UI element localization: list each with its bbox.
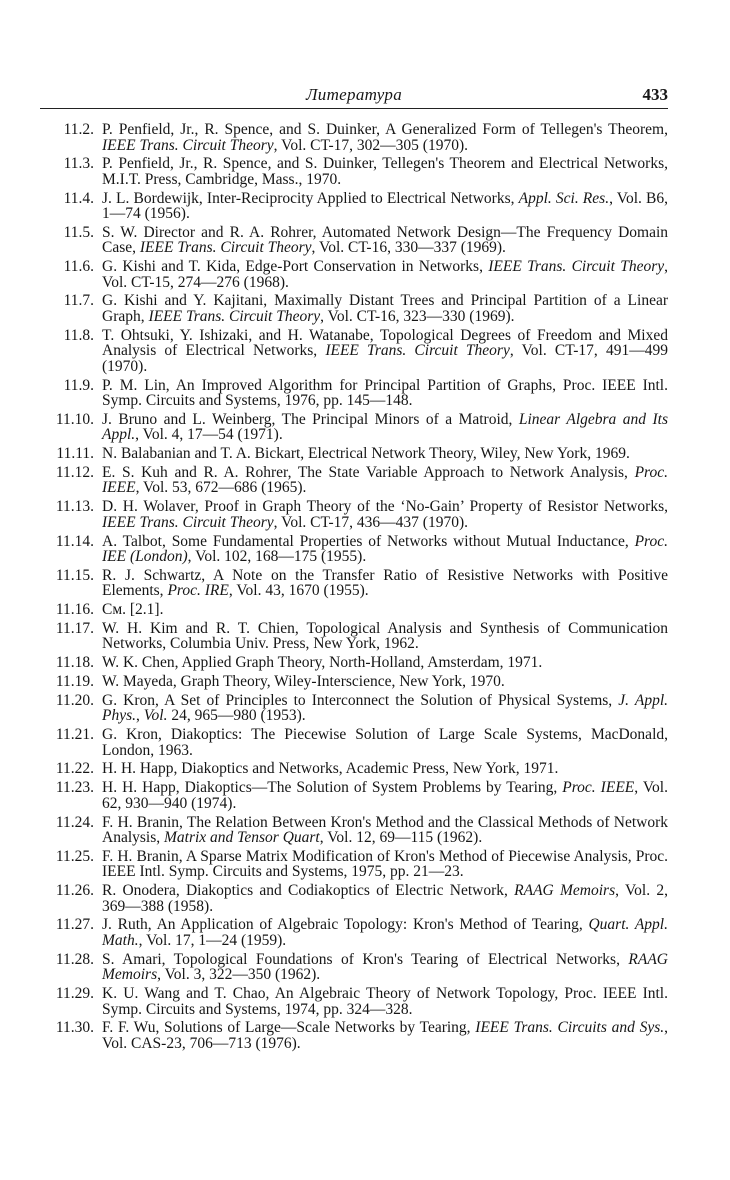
reference-entry [40,655,668,671]
reference-segment: A. Talbot, Some Fundamental Properties of Networks without Mutual Inductance, [102,532,635,550]
reference-journal: Matrix and Tensor Quart [164,829,320,847]
reference-number: 11.22. [55,760,94,778]
reference-number: 11.5. [63,223,94,241]
reference-text [102,498,668,531]
reference-segment: , Vol. CT-16, 330—337 (1969). [311,239,506,257]
reference-text [102,224,668,257]
reference-number: 11.4. [63,189,94,207]
reference-entry [40,293,668,324]
reference-entry [40,156,668,187]
reference-number: 11.24. [55,813,94,831]
reference-entry [40,534,668,565]
reference-number: 11.28. [55,950,94,968]
reference-journal: Vol. [143,707,168,725]
running-head [40,84,668,109]
reference-segment: , Vol. 43, 1670 (1955). [228,582,369,600]
reference-segment: , Vol. CT-17, 302—305 (1970). [273,136,468,154]
reference-segment: H. H. Happ, Diakoptics—The Solution of System Problems by Tearing, [102,779,563,797]
reference-entry [40,621,668,652]
reference-segment: W. K. Chen, Applied Graph Theory, North-Holland, Amsterdam, 1971. [102,654,543,672]
reference-text [102,155,668,188]
reference-number: 11.12. [55,463,94,481]
reference-segment: , Vol. CT-17, 491—499 (1970). [102,342,668,375]
reference-entry [40,446,668,462]
reference-number: 11.19. [55,673,94,691]
reference-segment: F. H. Branin, A Sparse Matrix Modification of Kron's Method of Piecewise Analysis, Proc. IEEE Intl. Symp. Circuits and Systems, 1975, pp. 21—23. [102,847,668,881]
reference-entry [40,191,668,222]
reference-journal: RAAG Memoirs [102,950,668,984]
reference-journal: Proc. IRE [167,582,229,600]
reference-journal: Linear Algebra and Its Appl. [102,410,668,444]
reference-entry [40,568,668,599]
reference-text [102,464,668,497]
reference-text [102,445,630,462]
reference-segment: F. H. Branin, The Relation Between Kron's Method and the Classical Methods of Network Analysis, [102,813,668,847]
reference-number: 11.16. [55,601,94,619]
reference-segment: , Vol. 2, 369—388 (1958). [102,882,669,915]
reference-journal: Appl. Sci. Res. [518,189,610,207]
reference-entry [40,952,668,983]
reference-entry [40,412,668,443]
reference-text [102,327,668,375]
reference-text [102,848,668,881]
reference-segment: J. L. Bordewijk, Inter-Reciprocity Applied to Electrical Networks, [102,189,519,207]
reference-number: 11.27. [55,916,94,934]
reference-entry [40,986,668,1017]
reference-segment: , Vol. 12, 69—115 (1962). [319,829,483,847]
reference-entry [40,674,668,690]
reference-list [40,122,668,1055]
reference-segment: , Vol. 62, 930—940 (1974). [102,779,668,812]
reference-text [102,760,558,777]
reference-number: 11.15. [55,566,94,584]
reference-segment: G. Kishi and Y. Kajitani, Maximally Distant Trees and Principal Partition of a Linear Graph, [102,292,668,325]
reference-number: 11.30. [55,1019,94,1037]
reference-segment: См. [2.1]. [102,601,164,619]
reference-segment: , Vol. CT-16, 323—330 (1969). [320,307,515,325]
reference-text [102,1019,668,1052]
reference-segment: , Vol. CT-15, 274—276 (1968). [102,258,668,291]
reference-entry [40,225,668,256]
reference-number: 11.3. [63,155,94,173]
reference-segment: R. Onodera, Diakoptics and Codiakoptics of Electric Network, [102,882,515,900]
reference-segment: S. W. Director and R. A. Rohrer, Automated Network Design—The Frequency Domain Case, [102,223,668,257]
reference-entry [40,883,668,914]
reference-number: 11.7. [63,292,94,310]
reference-text [102,654,542,671]
reference-journal: IEEE Trans. Circuit Theory [139,239,312,257]
reference-entry [40,761,668,777]
reference-entry [40,1020,668,1051]
reference-entry [40,917,668,948]
reference-entry [40,465,668,496]
reference-segment: D. H. Wolaver, Proof in Graph Theory of the ‘No-Gain’ Property of Resistor Networks, [102,498,668,516]
reference-entry [40,328,668,375]
reference-number: 11.29. [55,985,94,1003]
reference-segment: J. Ruth, An Application of Algebraic Topology: Kron's Method of Tearing, [102,916,589,934]
reference-segment: P. Penfield, Jr., R. Spence, and S. Duinker, A Generalized Form of Tellegen's Theorem, [102,121,668,138]
reference-number: 11.21. [55,726,94,744]
reference-segment: , Vol. 4, 17—54 (1971). [135,426,283,444]
reference-entry [40,122,668,153]
reference-number: 11.18. [55,654,94,672]
reference-journal: IEEE Trans. Circuit Theory [148,307,321,325]
reference-number: 11.25. [55,847,94,865]
reference-text [102,533,668,566]
reference-segment: , Vol. 102, 168—175 (1955). [187,548,367,566]
reference-segment: W. H. Kim and R. T. Chien, Topological Analysis and Synthesis of Communication Networks, Columbia Univ. Press, New York, 1962. [102,619,668,653]
reference-segment: W. Mayeda, Graph Theory, Wiley-Interscience, New York, 1970. [102,673,505,691]
reference-number: 11.6. [63,258,94,276]
reference-number: 11.17. [55,619,94,637]
reference-text [102,779,668,812]
reference-segment: E. S. Kuh and R. A. Rohrer, The State Variable Approach to Network Analysis, [102,463,635,481]
reference-text [102,292,668,325]
reference-segment: J. Bruno and L. Weinberg, The Principal Minors of a Matroid, [102,410,519,428]
reference-text [102,985,668,1018]
reference-segment: , [136,707,144,725]
reference-number: 11.26. [55,882,94,900]
reference-text [102,258,668,291]
reference-journal: IEEE Trans. Circuit Theory [488,258,665,276]
reference-segment: T. Ohtsuki, Y. Ishizaki, and H. Watanabe, Topological Degrees of Freedom and Mixed Analysis of Electrical Networks, [102,326,668,360]
reference-segment: P. M. Lin, An Improved Algorithm for Principal Partition of Graphs, Proc. IEEE Intl. Symp. Circuits and Systems, 1976, pp. 145—148. [102,376,668,410]
reference-segment: N. Balabanian and T. A. Bickart, Electrical Network Theory, Wiley, New York, 1969. [102,445,630,463]
reference-segment: , Vol. 17, 1—24 (1959). [138,931,287,949]
reference-entry [40,849,668,880]
reference-entry [40,727,668,758]
reference-segment: G. Kron, Diakoptics: The Piecewise Solution of Large Scale Systems, MacDonald, London, 1963. [102,726,668,759]
reference-journal: IEEE Trans. Circuit Theory [102,136,274,154]
reference-number: 11.2. [63,121,94,138]
reference-journal: IEEE Trans. Circuits and Sys. [475,1019,665,1037]
reference-text [102,567,668,600]
reference-text [102,411,668,444]
reference-segment: S. Amari, Topological Foundations of Kron's Tearing of Electrical Networks, [102,950,629,968]
reference-segment: , Vol. 3, 322—350 (1962). [157,966,321,984]
reference-text [102,814,668,847]
reference-segment: , Vol. CAS-23, 706—713 (1976). [102,1019,668,1052]
reference-segment: H. H. Happ, Diakoptics and Networks, Academic Press, New York, 1971. [102,760,559,778]
reference-text [102,377,668,410]
reference-text [102,620,668,653]
reference-text [102,882,668,915]
reference-segment: G. Kishi and T. Kida, Edge-Port Conservation in Networks, [102,258,489,276]
reference-journal: Proc. IEEE [562,779,635,797]
reference-text [102,692,668,725]
reference-number: 11.8. [63,326,94,344]
reference-number: 11.23. [55,779,94,797]
reference-number: 11.10. [55,410,94,428]
reference-text [102,726,668,759]
reference-number: 11.13. [55,498,94,516]
reference-number: 11.9. [63,376,94,394]
reference-segment: F. F. Wu, Solutions of Large—Scale Networks by Tearing, [102,1019,476,1037]
reference-number: 11.14. [55,532,94,550]
reference-text [102,916,668,949]
reference-number: 11.20. [55,691,94,709]
reference-segment: R. J. Schwartz, A Note on the Transfer Ratio of Resistive Networks with Positive Elements, [102,566,668,600]
reference-segment: , Vol. 53, 672—686 (1965). [135,479,307,497]
running-title: Литература [305,85,402,104]
reference-journal: J. Appl. Phys. [102,691,669,725]
reference-text [102,951,668,984]
reference-entry [40,499,668,530]
reference-journal: Proc. IEE (London) [102,532,668,566]
reference-text [102,601,163,618]
reference-segment: P. Penfield, Jr., R. Spence, and S. Duinker, Tellegen's Theorem and Electrical Networks, M.I.T. Press, Cambridge, Mass., 1970. [102,155,668,188]
reference-segment: 24, 965—980 (1953). [167,707,306,725]
reference-journal: Proc. IEEE [102,463,668,497]
reference-entry [40,815,668,846]
page-number: 433 [642,85,668,104]
reference-journal: Quart. Appl. Math. [102,916,668,949]
reference-journal: RAAG Memoirs [514,882,616,900]
reference-text [102,673,505,690]
reference-journal: IEEE Trans. Circuit Theory [325,342,510,360]
reference-entry [40,259,668,290]
reference-text [102,121,668,154]
reference-number: 11.11. [56,445,94,463]
reference-entry [40,378,668,409]
reference-text [102,190,668,223]
reference-segment: , Vol. CT-17, 436—437 (1970). [273,513,468,531]
reference-journal: IEEE Trans. Circuit Theory [102,513,274,531]
reference-entry [40,602,668,618]
reference-entry [40,780,668,811]
reference-segment: K. U. Wang and T. Chao, An Algebraic Theory of Network Topology, Proc. IEEE Intl. Symp. Circuits and Systems, 1974, pp. 324—328. [102,985,668,1018]
reference-segment: G. Kron, A Set of Principles to Interconnect the Solution of Physical Systems, [102,691,619,709]
reference-segment: , Vol. B6, 1—74 (1956). [102,189,669,223]
reference-entry [40,693,668,724]
